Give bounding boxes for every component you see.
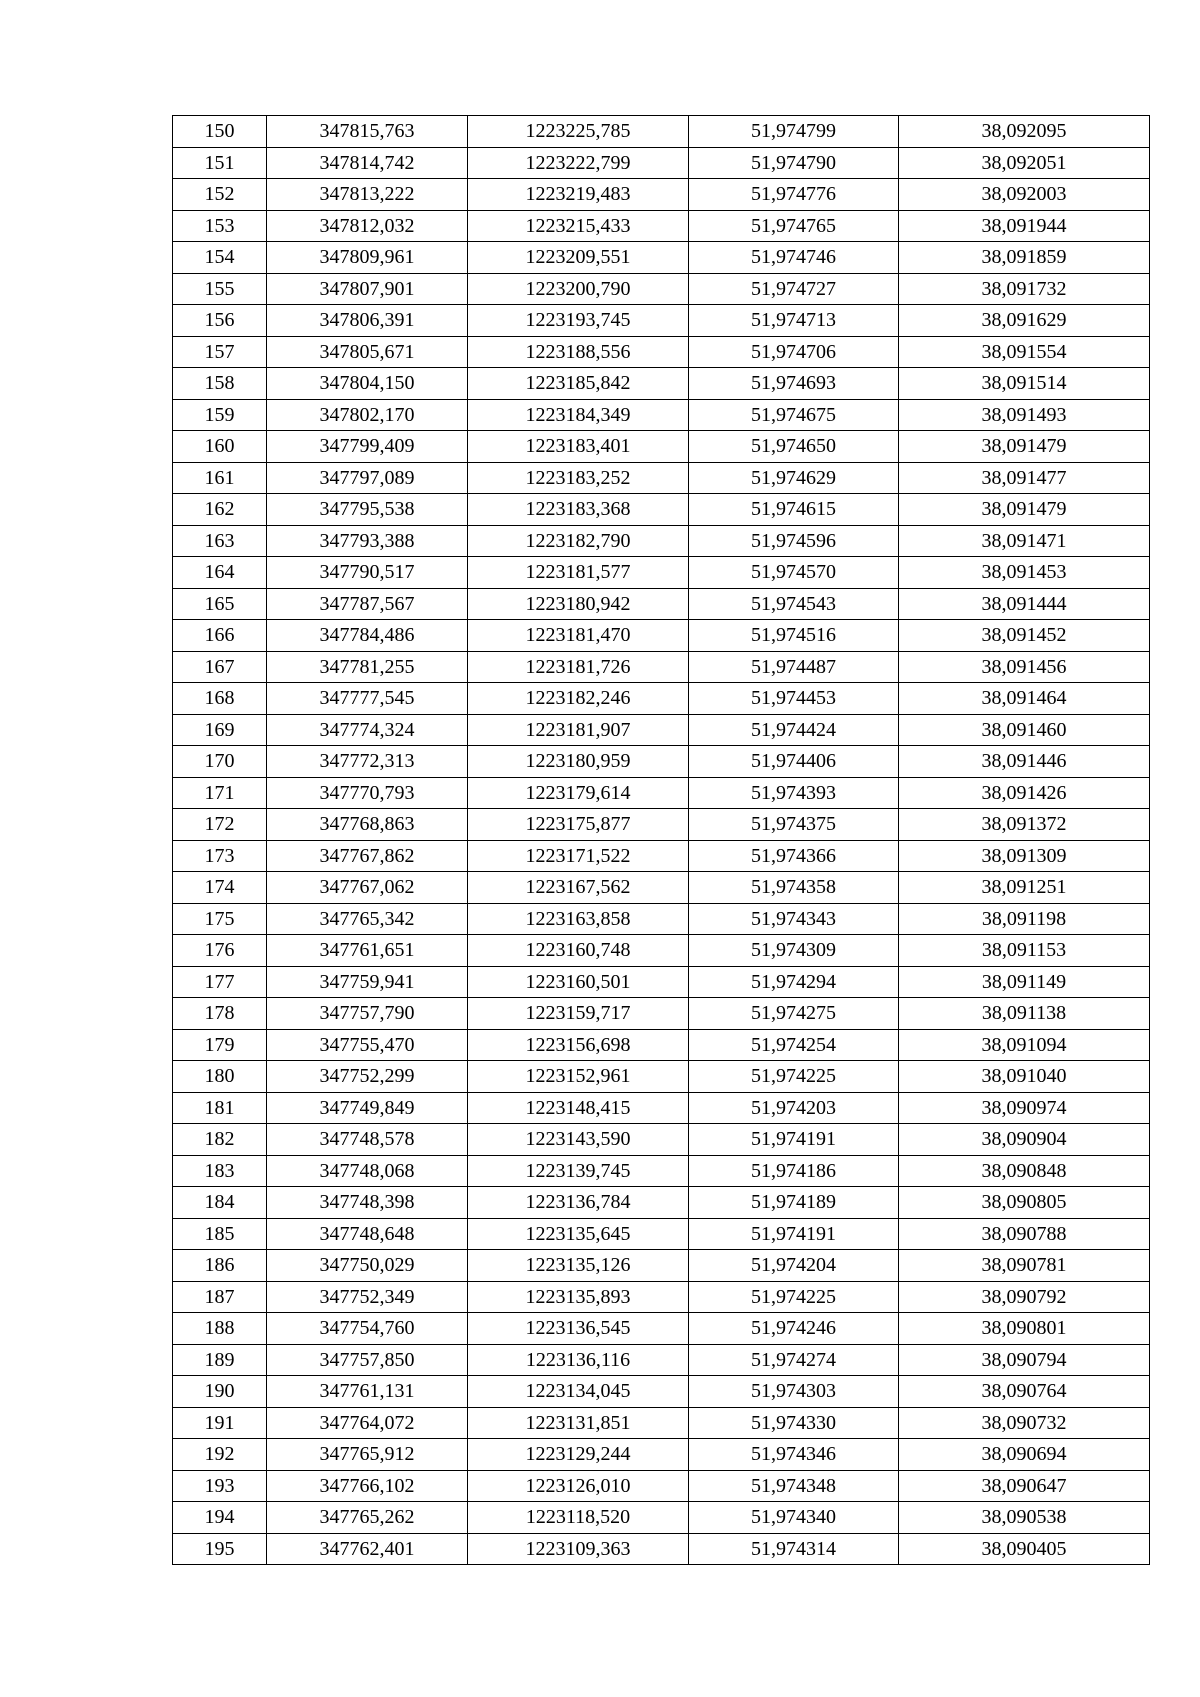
point-number-cell: 183: [173, 1155, 267, 1187]
y-coordinate-cell: 1223209,551: [468, 242, 689, 274]
x-coordinate-cell: 347767,862: [267, 840, 468, 872]
y-coordinate-cell: 1223160,501: [468, 966, 689, 998]
longitude-cell: 38,091153: [899, 935, 1150, 967]
table-row: [173, 273, 1150, 305]
longitude-cell: 38,090788: [899, 1218, 1150, 1250]
table-row: [173, 651, 1150, 683]
y-coordinate-cell: 1223185,842: [468, 368, 689, 400]
point-number-cell: 154: [173, 242, 267, 274]
y-coordinate-cell: 1223225,785: [468, 116, 689, 148]
longitude-cell: 38,091859: [899, 242, 1150, 274]
latitude-cell: 51,974799: [689, 116, 899, 148]
table-row: [173, 588, 1150, 620]
table-row: [173, 305, 1150, 337]
y-coordinate-cell: 1223184,349: [468, 399, 689, 431]
latitude-cell: 51,974346: [689, 1439, 899, 1471]
table-row: [173, 1250, 1150, 1282]
latitude-cell: 51,974570: [689, 557, 899, 589]
longitude-cell: 38,090732: [899, 1407, 1150, 1439]
point-number-cell: 150: [173, 116, 267, 148]
x-coordinate-cell: 347755,470: [267, 1029, 468, 1061]
latitude-cell: 51,974366: [689, 840, 899, 872]
point-number-cell: 181: [173, 1092, 267, 1124]
x-coordinate-cell: 347777,545: [267, 683, 468, 715]
latitude-cell: 51,974487: [689, 651, 899, 683]
longitude-cell: 38,091479: [899, 494, 1150, 526]
latitude-cell: 51,974254: [689, 1029, 899, 1061]
point-number-cell: 153: [173, 210, 267, 242]
point-number-cell: 190: [173, 1376, 267, 1408]
point-number-cell: 165: [173, 588, 267, 620]
latitude-cell: 51,974675: [689, 399, 899, 431]
latitude-cell: 51,974275: [689, 998, 899, 1030]
table-row: [173, 1313, 1150, 1345]
x-coordinate-cell: 347770,793: [267, 777, 468, 809]
x-coordinate-cell: 347787,567: [267, 588, 468, 620]
table-row: [173, 966, 1150, 998]
x-coordinate-cell: 347761,651: [267, 935, 468, 967]
table-row: [173, 147, 1150, 179]
point-number-cell: 179: [173, 1029, 267, 1061]
x-coordinate-cell: 347757,790: [267, 998, 468, 1030]
longitude-cell: 38,092003: [899, 179, 1150, 211]
x-coordinate-cell: 347802,170: [267, 399, 468, 431]
table-row: [173, 557, 1150, 589]
x-coordinate-cell: 347806,391: [267, 305, 468, 337]
x-coordinate-cell: 347784,486: [267, 620, 468, 652]
y-coordinate-cell: 1223118,520: [468, 1502, 689, 1534]
table-row: [173, 1092, 1150, 1124]
y-coordinate-cell: 1223175,877: [468, 809, 689, 841]
y-coordinate-cell: 1223219,483: [468, 179, 689, 211]
x-coordinate-cell: 347766,102: [267, 1470, 468, 1502]
point-number-cell: 161: [173, 462, 267, 494]
longitude-cell: 38,091426: [899, 777, 1150, 809]
coordinates-table-body: [173, 116, 1150, 1565]
x-coordinate-cell: 347799,409: [267, 431, 468, 463]
longitude-cell: 38,092051: [899, 147, 1150, 179]
latitude-cell: 51,974343: [689, 903, 899, 935]
x-coordinate-cell: 347765,912: [267, 1439, 468, 1471]
y-coordinate-cell: 1223163,858: [468, 903, 689, 935]
latitude-cell: 51,974225: [689, 1061, 899, 1093]
point-number-cell: 152: [173, 179, 267, 211]
y-coordinate-cell: 1223193,745: [468, 305, 689, 337]
table-row: [173, 683, 1150, 715]
latitude-cell: 51,974393: [689, 777, 899, 809]
latitude-cell: 51,974776: [689, 179, 899, 211]
latitude-cell: 51,974516: [689, 620, 899, 652]
latitude-cell: 51,974191: [689, 1124, 899, 1156]
y-coordinate-cell: 1223183,252: [468, 462, 689, 494]
table-row: [173, 1502, 1150, 1534]
latitude-cell: 51,974615: [689, 494, 899, 526]
latitude-cell: 51,974203: [689, 1092, 899, 1124]
longitude-cell: 38,091477: [899, 462, 1150, 494]
x-coordinate-cell: 347781,255: [267, 651, 468, 683]
x-coordinate-cell: 347807,901: [267, 273, 468, 305]
x-coordinate-cell: 347764,072: [267, 1407, 468, 1439]
x-coordinate-cell: 347793,388: [267, 525, 468, 557]
y-coordinate-cell: 1223135,893: [468, 1281, 689, 1313]
table-row: [173, 1218, 1150, 1250]
y-coordinate-cell: 1223182,246: [468, 683, 689, 715]
y-coordinate-cell: 1223159,717: [468, 998, 689, 1030]
table-row: [173, 620, 1150, 652]
point-number-cell: 167: [173, 651, 267, 683]
point-number-cell: 170: [173, 746, 267, 778]
longitude-cell: 38,091471: [899, 525, 1150, 557]
longitude-cell: 38,090538: [899, 1502, 1150, 1534]
table-row: [173, 1061, 1150, 1093]
x-coordinate-cell: 347748,648: [267, 1218, 468, 1250]
longitude-cell: 38,090794: [899, 1344, 1150, 1376]
table-row: [173, 903, 1150, 935]
point-number-cell: 174: [173, 872, 267, 904]
point-number-cell: 156: [173, 305, 267, 337]
y-coordinate-cell: 1223139,745: [468, 1155, 689, 1187]
latitude-cell: 51,974330: [689, 1407, 899, 1439]
longitude-cell: 38,091452: [899, 620, 1150, 652]
latitude-cell: 51,974596: [689, 525, 899, 557]
x-coordinate-cell: 347759,941: [267, 966, 468, 998]
longitude-cell: 38,090792: [899, 1281, 1150, 1313]
longitude-cell: 38,091479: [899, 431, 1150, 463]
y-coordinate-cell: 1223135,645: [468, 1218, 689, 1250]
table-row: [173, 1187, 1150, 1219]
point-number-cell: 192: [173, 1439, 267, 1471]
coordinates-table: [172, 115, 1150, 1565]
point-number-cell: 159: [173, 399, 267, 431]
table-row: [173, 1407, 1150, 1439]
x-coordinate-cell: 347749,849: [267, 1092, 468, 1124]
table-row: [173, 1281, 1150, 1313]
y-coordinate-cell: 1223129,244: [468, 1439, 689, 1471]
latitude-cell: 51,974274: [689, 1344, 899, 1376]
latitude-cell: 51,974246: [689, 1313, 899, 1345]
point-number-cell: 195: [173, 1533, 267, 1565]
latitude-cell: 51,974406: [689, 746, 899, 778]
y-coordinate-cell: 1223131,851: [468, 1407, 689, 1439]
point-number-cell: 191: [173, 1407, 267, 1439]
y-coordinate-cell: 1223167,562: [468, 872, 689, 904]
y-coordinate-cell: 1223109,363: [468, 1533, 689, 1565]
y-coordinate-cell: 1223181,726: [468, 651, 689, 683]
x-coordinate-cell: 347813,222: [267, 179, 468, 211]
longitude-cell: 38,090805: [899, 1187, 1150, 1219]
longitude-cell: 38,091514: [899, 368, 1150, 400]
latitude-cell: 51,974225: [689, 1281, 899, 1313]
table-row: [173, 242, 1150, 274]
longitude-cell: 38,090781: [899, 1250, 1150, 1282]
longitude-cell: 38,092095: [899, 116, 1150, 148]
point-number-cell: 173: [173, 840, 267, 872]
y-coordinate-cell: 1223171,522: [468, 840, 689, 872]
y-coordinate-cell: 1223180,959: [468, 746, 689, 778]
x-coordinate-cell: 347765,342: [267, 903, 468, 935]
y-coordinate-cell: 1223136,545: [468, 1313, 689, 1345]
y-coordinate-cell: 1223179,614: [468, 777, 689, 809]
x-coordinate-cell: 347765,262: [267, 1502, 468, 1534]
y-coordinate-cell: 1223222,799: [468, 147, 689, 179]
longitude-cell: 38,090974: [899, 1092, 1150, 1124]
point-number-cell: 193: [173, 1470, 267, 1502]
x-coordinate-cell: 347812,032: [267, 210, 468, 242]
x-coordinate-cell: 347795,538: [267, 494, 468, 526]
latitude-cell: 51,974189: [689, 1187, 899, 1219]
point-number-cell: 178: [173, 998, 267, 1030]
longitude-cell: 38,091444: [899, 588, 1150, 620]
longitude-cell: 38,091460: [899, 714, 1150, 746]
table-row: [173, 809, 1150, 841]
longitude-cell: 38,090848: [899, 1155, 1150, 1187]
latitude-cell: 51,974650: [689, 431, 899, 463]
latitude-cell: 51,974348: [689, 1470, 899, 1502]
y-coordinate-cell: 1223200,790: [468, 273, 689, 305]
point-number-cell: 157: [173, 336, 267, 368]
x-coordinate-cell: 347805,671: [267, 336, 468, 368]
table-row: [173, 399, 1150, 431]
latitude-cell: 51,974309: [689, 935, 899, 967]
y-coordinate-cell: 1223181,907: [468, 714, 689, 746]
table-row: [173, 714, 1150, 746]
point-number-cell: 169: [173, 714, 267, 746]
latitude-cell: 51,974453: [689, 683, 899, 715]
table-row: [173, 1124, 1150, 1156]
x-coordinate-cell: 347748,068: [267, 1155, 468, 1187]
y-coordinate-cell: 1223188,556: [468, 336, 689, 368]
longitude-cell: 38,091372: [899, 809, 1150, 841]
latitude-cell: 51,974765: [689, 210, 899, 242]
point-number-cell: 162: [173, 494, 267, 526]
point-number-cell: 163: [173, 525, 267, 557]
longitude-cell: 38,090694: [899, 1439, 1150, 1471]
point-number-cell: 168: [173, 683, 267, 715]
point-number-cell: 189: [173, 1344, 267, 1376]
longitude-cell: 38,090647: [899, 1470, 1150, 1502]
table-row: [173, 431, 1150, 463]
x-coordinate-cell: 347790,517: [267, 557, 468, 589]
table-row: [173, 777, 1150, 809]
point-number-cell: 187: [173, 1281, 267, 1313]
latitude-cell: 51,974706: [689, 336, 899, 368]
point-number-cell: 177: [173, 966, 267, 998]
x-coordinate-cell: 347748,398: [267, 1187, 468, 1219]
point-number-cell: 182: [173, 1124, 267, 1156]
longitude-cell: 38,090801: [899, 1313, 1150, 1345]
point-number-cell: 194: [173, 1502, 267, 1534]
table-row: [173, 1533, 1150, 1565]
y-coordinate-cell: 1223134,045: [468, 1376, 689, 1408]
table-row: [173, 525, 1150, 557]
latitude-cell: 51,974375: [689, 809, 899, 841]
y-coordinate-cell: 1223156,698: [468, 1029, 689, 1061]
x-coordinate-cell: 347757,850: [267, 1344, 468, 1376]
longitude-cell: 38,090405: [899, 1533, 1150, 1565]
table-row: [173, 179, 1150, 211]
table-row: [173, 840, 1150, 872]
x-coordinate-cell: 347797,089: [267, 462, 468, 494]
longitude-cell: 38,091251: [899, 872, 1150, 904]
table-row: [173, 1155, 1150, 1187]
point-number-cell: 176: [173, 935, 267, 967]
longitude-cell: 38,091732: [899, 273, 1150, 305]
table-row: [173, 935, 1150, 967]
x-coordinate-cell: 347748,578: [267, 1124, 468, 1156]
point-number-cell: 151: [173, 147, 267, 179]
table-row: [173, 1376, 1150, 1408]
latitude-cell: 51,974314: [689, 1533, 899, 1565]
longitude-cell: 38,091149: [899, 966, 1150, 998]
longitude-cell: 38,091944: [899, 210, 1150, 242]
table-row: [173, 1029, 1150, 1061]
longitude-cell: 38,091629: [899, 305, 1150, 337]
y-coordinate-cell: 1223148,415: [468, 1092, 689, 1124]
latitude-cell: 51,974629: [689, 462, 899, 494]
table-row: [173, 1439, 1150, 1471]
x-coordinate-cell: 347752,299: [267, 1061, 468, 1093]
x-coordinate-cell: 347750,029: [267, 1250, 468, 1282]
table-row: [173, 494, 1150, 526]
y-coordinate-cell: 1223152,961: [468, 1061, 689, 1093]
latitude-cell: 51,974204: [689, 1250, 899, 1282]
x-coordinate-cell: 347809,961: [267, 242, 468, 274]
latitude-cell: 51,974303: [689, 1376, 899, 1408]
latitude-cell: 51,974727: [689, 273, 899, 305]
table-row: [173, 336, 1150, 368]
x-coordinate-cell: 347815,763: [267, 116, 468, 148]
point-number-cell: 172: [173, 809, 267, 841]
latitude-cell: 51,974294: [689, 966, 899, 998]
latitude-cell: 51,974340: [689, 1502, 899, 1534]
latitude-cell: 51,974191: [689, 1218, 899, 1250]
y-coordinate-cell: 1223215,433: [468, 210, 689, 242]
point-number-cell: 158: [173, 368, 267, 400]
latitude-cell: 51,974424: [689, 714, 899, 746]
point-number-cell: 175: [173, 903, 267, 935]
longitude-cell: 38,090904: [899, 1124, 1150, 1156]
y-coordinate-cell: 1223136,784: [468, 1187, 689, 1219]
y-coordinate-cell: 1223126,010: [468, 1470, 689, 1502]
longitude-cell: 38,091456: [899, 651, 1150, 683]
table-row: [173, 1344, 1150, 1376]
point-number-cell: 164: [173, 557, 267, 589]
longitude-cell: 38,091094: [899, 1029, 1150, 1061]
point-number-cell: 166: [173, 620, 267, 652]
x-coordinate-cell: 347774,324: [267, 714, 468, 746]
table-row: [173, 210, 1150, 242]
y-coordinate-cell: 1223181,470: [468, 620, 689, 652]
point-number-cell: 188: [173, 1313, 267, 1345]
x-coordinate-cell: 347761,131: [267, 1376, 468, 1408]
x-coordinate-cell: 347767,062: [267, 872, 468, 904]
latitude-cell: 51,974693: [689, 368, 899, 400]
longitude-cell: 38,091464: [899, 683, 1150, 715]
point-number-cell: 155: [173, 273, 267, 305]
longitude-cell: 38,091198: [899, 903, 1150, 935]
y-coordinate-cell: 1223181,577: [468, 557, 689, 589]
x-coordinate-cell: 347754,760: [267, 1313, 468, 1345]
longitude-cell: 38,091309: [899, 840, 1150, 872]
table-row: [173, 1470, 1150, 1502]
latitude-cell: 51,974790: [689, 147, 899, 179]
x-coordinate-cell: 347814,742: [267, 147, 468, 179]
y-coordinate-cell: 1223143,590: [468, 1124, 689, 1156]
longitude-cell: 38,091493: [899, 399, 1150, 431]
latitude-cell: 51,974186: [689, 1155, 899, 1187]
y-coordinate-cell: 1223182,790: [468, 525, 689, 557]
table-row: [173, 746, 1150, 778]
table-row: [173, 998, 1150, 1030]
longitude-cell: 38,091138: [899, 998, 1150, 1030]
table-row: [173, 116, 1150, 148]
table-row: [173, 872, 1150, 904]
longitude-cell: 38,091453: [899, 557, 1150, 589]
y-coordinate-cell: 1223160,748: [468, 935, 689, 967]
x-coordinate-cell: 347752,349: [267, 1281, 468, 1313]
longitude-cell: 38,091040: [899, 1061, 1150, 1093]
x-coordinate-cell: 347772,313: [267, 746, 468, 778]
y-coordinate-cell: 1223136,116: [468, 1344, 689, 1376]
x-coordinate-cell: 347768,863: [267, 809, 468, 841]
point-number-cell: 186: [173, 1250, 267, 1282]
point-number-cell: 184: [173, 1187, 267, 1219]
longitude-cell: 38,091446: [899, 746, 1150, 778]
longitude-cell: 38,090764: [899, 1376, 1150, 1408]
latitude-cell: 51,974358: [689, 872, 899, 904]
point-number-cell: 180: [173, 1061, 267, 1093]
point-number-cell: 171: [173, 777, 267, 809]
y-coordinate-cell: 1223183,401: [468, 431, 689, 463]
y-coordinate-cell: 1223183,368: [468, 494, 689, 526]
longitude-cell: 38,091554: [899, 336, 1150, 368]
latitude-cell: 51,974543: [689, 588, 899, 620]
x-coordinate-cell: 347804,150: [267, 368, 468, 400]
latitude-cell: 51,974713: [689, 305, 899, 337]
y-coordinate-cell: 1223180,942: [468, 588, 689, 620]
table-row: [173, 462, 1150, 494]
point-number-cell: 185: [173, 1218, 267, 1250]
x-coordinate-cell: 347762,401: [267, 1533, 468, 1565]
y-coordinate-cell: 1223135,126: [468, 1250, 689, 1282]
point-number-cell: 160: [173, 431, 267, 463]
latitude-cell: 51,974746: [689, 242, 899, 274]
table-row: [173, 368, 1150, 400]
